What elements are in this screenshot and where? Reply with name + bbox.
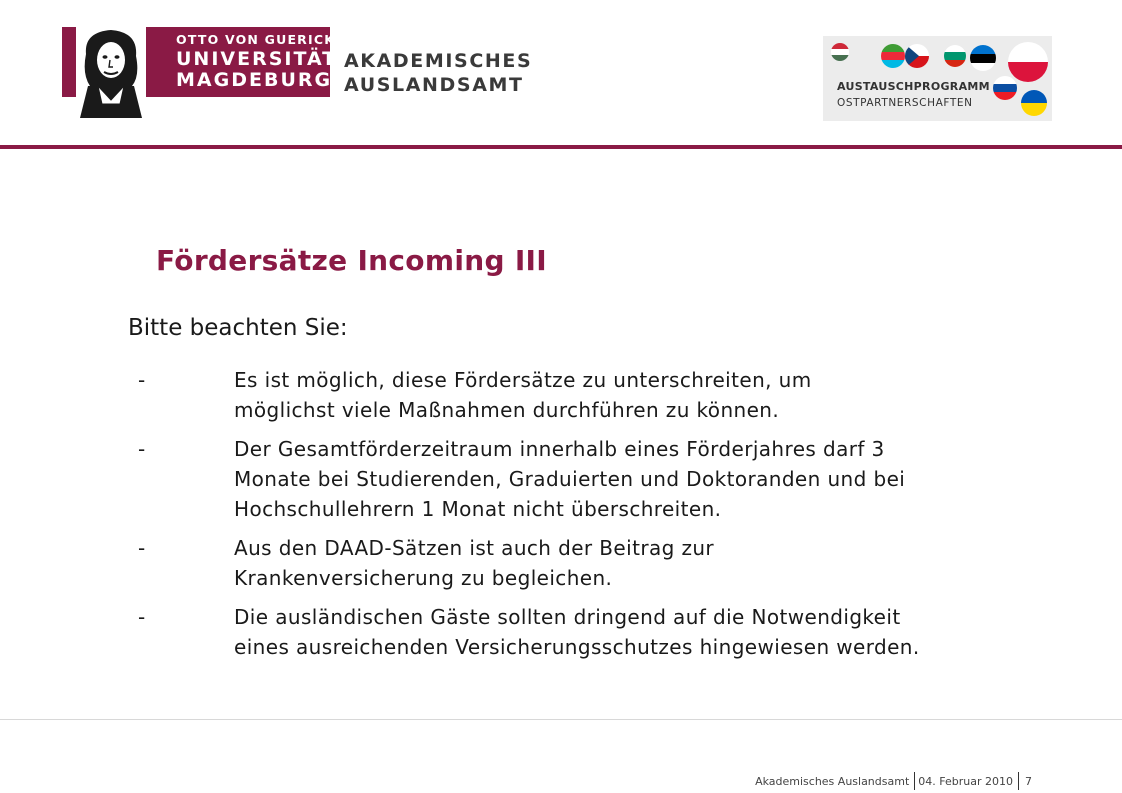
slide-title: Fördersätze Incoming III	[156, 244, 547, 277]
page-number: 7	[1025, 774, 1032, 788]
bullet-text: Aus den DAAD-Sätzen ist auch der Beitrag zur Krankenversicherung zu begleichen.	[234, 536, 715, 590]
bullet-text: Es ist möglich, diese Fördersätze zu unterschreiten, um möglichst viele Maßnahmen durchführen zu können.	[234, 368, 812, 422]
program-name-line2: OSTPARTNERSCHAFTEN	[837, 97, 973, 109]
header-divider	[0, 145, 1122, 149]
list-item	[130, 533, 1030, 593]
university-name-line2: UNIVERSITÄT	[176, 48, 338, 70]
bullet-marker: -	[138, 605, 146, 629]
program-logo	[823, 36, 1052, 121]
bullet-marker: -	[138, 368, 146, 392]
list-item	[130, 602, 1030, 662]
footer-separator	[1018, 772, 1019, 790]
list-item	[130, 365, 1030, 425]
university-name-line3: MAGDEBURG	[176, 69, 333, 91]
bullet-text: Der Gesamtförderzeitraum innerhalb eines Förderjahres darf 3 Monate bei Studierenden, Graduierten und Doktoranden und bei Hochschullehrern 1 Monat nicht überschreiten.	[234, 437, 906, 521]
footer-org: Akademisches Auslandsamt	[755, 774, 910, 788]
bullet-marker: -	[138, 536, 146, 560]
bullet-list	[130, 365, 1030, 671]
bullet-text: Die ausländischen Gäste sollten dringend auf die Notwendigkeit eines ausreichenden Versicherungsschutzes hingewiesen werden.	[234, 605, 920, 659]
intro-text: Bitte beachten Sie:	[128, 315, 348, 341]
program-name-line1: AUSTAUSCHPROGRAMM	[837, 80, 990, 93]
bullet-marker: -	[138, 437, 146, 461]
footer-date: 04. Februar 2010	[918, 774, 1013, 788]
office-name-line2: AUSLANDSAMT	[344, 74, 524, 96]
office-name-line1: AKADEMISCHES	[344, 50, 533, 72]
list-item	[130, 434, 1030, 524]
guericke-portrait-icon	[76, 24, 146, 118]
university-name-line1: OTTO VON GUERICKE	[176, 32, 345, 47]
footer-divider	[0, 719, 1122, 720]
footer	[755, 772, 1032, 790]
footer-separator	[914, 772, 915, 790]
university-logo	[62, 24, 533, 122]
